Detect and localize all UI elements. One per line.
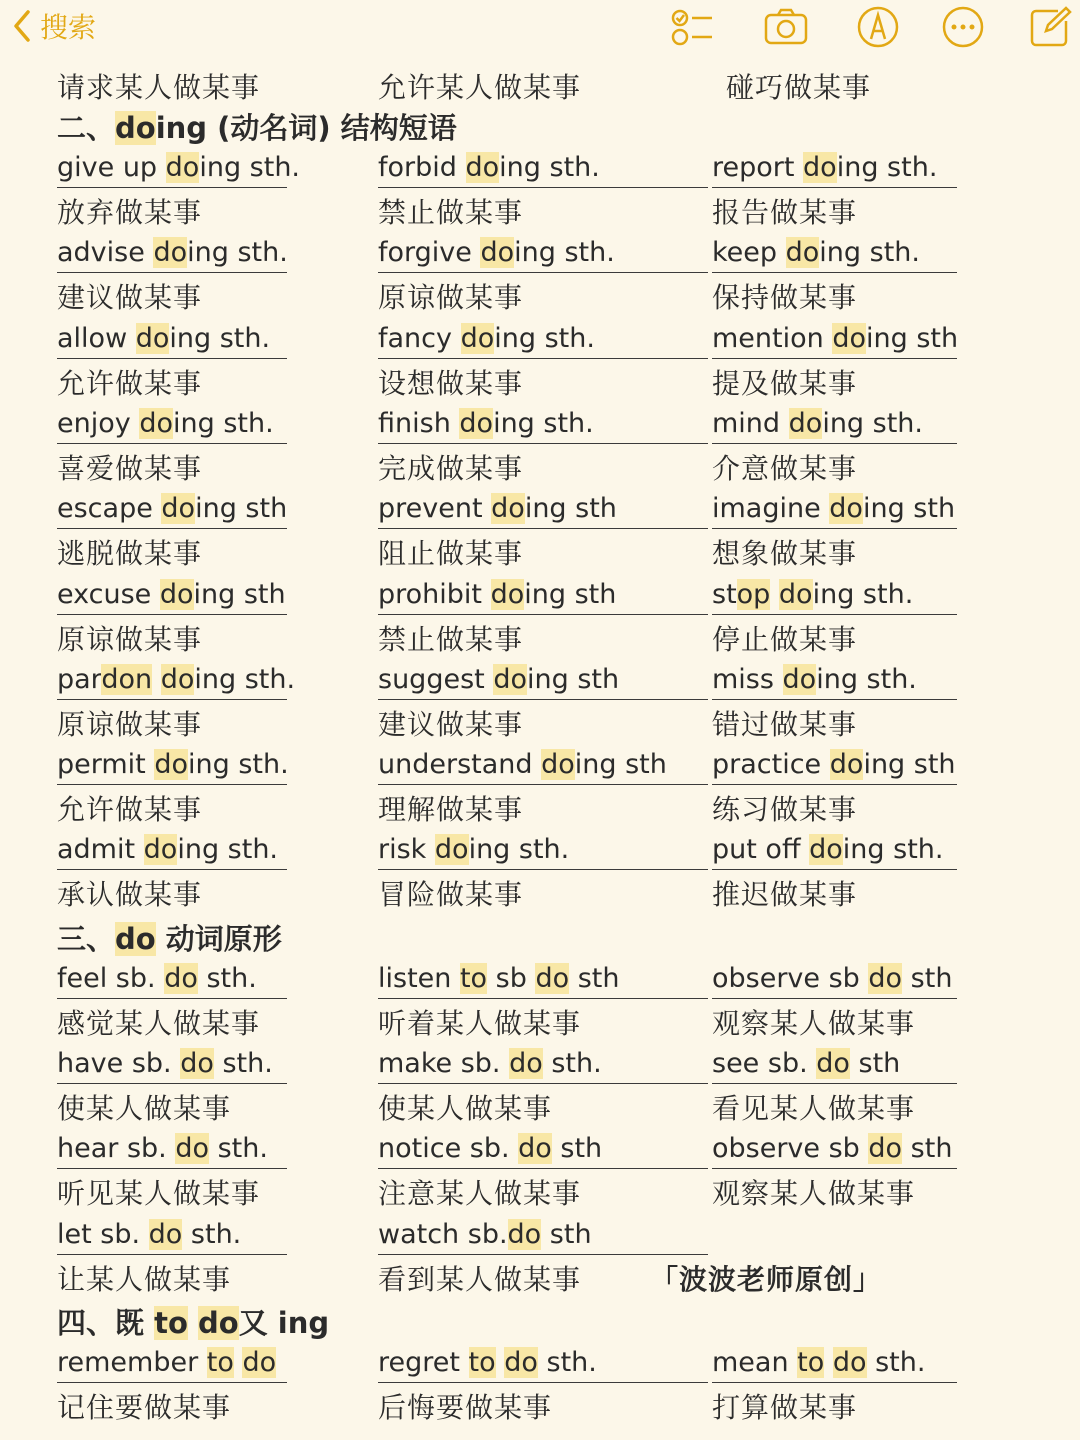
heading-text: 二、: [57, 111, 116, 145]
highlight-text: do: [816, 1048, 850, 1079]
s2-phrase-cn-3-1: 原谅做某事: [378, 281, 524, 315]
phrase-text: remember: [57, 1346, 207, 1378]
phrase-text: ing sth.: [493, 407, 594, 439]
s3-phrase-en-2-0: [57, 1045, 287, 1084]
phrase-text: ing sth: [863, 749, 956, 781]
phrase-text: permit: [57, 749, 155, 781]
s2-phrase-cn-1-1: 禁止做某事: [378, 196, 524, 229]
phrase-text: ing sth: [524, 578, 617, 610]
s3-phrase-cn-3-0: 使某人做某事: [57, 1092, 232, 1125]
s2-phrase-en-16-2: [712, 831, 957, 870]
phrase-text: regret: [378, 1346, 469, 1378]
phrase-text: ing sth.: [836, 152, 938, 183]
phrase-text: ing sth: [195, 493, 288, 525]
s3-phrase-en-2-1: [378, 1045, 708, 1084]
s2-heading: [57, 106, 457, 147]
s2-phrase-en-0-1: [378, 149, 708, 188]
highlight-text: do: [868, 1133, 903, 1165]
phrase-text: keep: [712, 237, 786, 269]
phrase-text: ing sth: [866, 322, 959, 354]
top-row-cn-1: 请求某人做某事: [57, 71, 261, 104]
camera-icon[interactable]: [764, 5, 808, 49]
phrase-text: practice: [712, 749, 830, 781]
highlight-text: do: [785, 237, 820, 269]
s2-phrase-en-10-1: [378, 576, 708, 615]
phrase-text: imagine: [712, 493, 830, 525]
phrase-text: par: [57, 663, 102, 695]
s3-phrase-en-0-2: [712, 960, 957, 999]
s4-phrase-en-0-0: [57, 1344, 287, 1383]
s3-phrase-cn-5-1: 注意某人做某事: [378, 1177, 582, 1211]
phrase-text: ing sth: [574, 749, 667, 781]
phrase-text: prevent: [378, 493, 492, 525]
highlight-text: do: [480, 237, 515, 269]
s2-phrase-en-2-0: [57, 234, 287, 273]
s2-phrase-cn-15-0: 允许做某事: [57, 793, 203, 827]
phrase-text: fancy: [378, 322, 461, 354]
s2-phrase-cn-5-0: 允许做某事: [57, 366, 203, 400]
s3-phrase-cn-1-0: 感觉某人做某事: [57, 1006, 261, 1040]
s2-phrase-cn-5-1: 设想做某事: [378, 366, 524, 400]
s2-phrase-cn-11-1: 禁止做某事: [378, 622, 524, 656]
phrase-text: ing sth.: [822, 407, 923, 439]
phrase-text: sth.: [542, 1048, 602, 1079]
s2-phrase-en-12-0: [57, 661, 296, 700]
highlight-text: do: [465, 152, 500, 183]
phrase-text: ing sth: [524, 493, 617, 525]
highlight-text: do: [148, 1218, 183, 1250]
highlight-text: do: [165, 152, 200, 183]
phrase-text: enjoy: [57, 407, 140, 439]
s2-phrase-en-6-0: [57, 405, 287, 444]
phrase-text: ing sth.: [468, 834, 570, 866]
phrase-text: ing sth.: [514, 237, 615, 269]
phrase-text: advise: [57, 237, 154, 269]
phrase-text: ing sth.: [812, 578, 914, 610]
highlight-text: do: [143, 834, 178, 866]
phrase-text: listen: [378, 962, 460, 994]
s3-phrase-cn-1-2: 观察某人做某事: [712, 1006, 916, 1040]
s3-phrase-en-6-1: [378, 1216, 708, 1255]
s2-phrase-en-10-2: [712, 576, 957, 615]
s2-phrase-cn-7-2: 介意做某事: [712, 451, 858, 485]
top-bar: [0, 0, 1080, 58]
phrase-text: sth: [849, 1048, 901, 1079]
s2-phrase-cn-9-1: 阻止做某事: [378, 537, 524, 571]
highlight-text: to: [459, 962, 488, 994]
s2-phrase-cn-3-0: 建议做某事: [57, 281, 203, 315]
phrase-text: sb: [487, 962, 536, 994]
phrase-text: understand: [378, 749, 542, 781]
s2-phrase-cn-11-0: 原谅做某事: [57, 622, 203, 656]
highlight-text: do: [180, 1048, 214, 1079]
highlight-text: do: [139, 407, 173, 439]
highlight-text: do: [788, 407, 823, 439]
markup-icon[interactable]: [856, 5, 900, 49]
phrase-text: ing sth: [862, 493, 956, 525]
highlight-text: do: [782, 663, 817, 695]
phrase-text: risk: [378, 834, 435, 866]
phrase-text: excuse: [57, 578, 160, 610]
phrase-text: prohibit: [378, 578, 491, 610]
phrase-text: notice sb.: [378, 1133, 519, 1165]
phrase-text: sth.: [182, 1218, 242, 1250]
phrase-text: feel sb.: [57, 962, 165, 994]
highlight-text: do: [491, 493, 525, 525]
heading-text: 又 ing: [238, 1305, 330, 1340]
phrase-text: finish: [378, 407, 460, 439]
s2-phrase-cn-1-0: 放弃做某事: [57, 196, 203, 229]
phrase-text: [496, 1347, 505, 1378]
highlight-text: do: [778, 578, 813, 610]
s2-phrase-cn-5-2: 提及做某事: [712, 366, 858, 400]
phrase-text: miss: [712, 663, 783, 695]
phrase-text: let sb.: [57, 1218, 149, 1250]
highlight-text: to: [797, 1346, 825, 1378]
s2-phrase-cn-7-1: 完成做某事: [378, 451, 524, 485]
phrase-text: sth: [551, 1133, 603, 1165]
s3-phrase-cn-5-2: 观察某人做某事: [712, 1177, 916, 1211]
s2-phrase-en-8-1: [378, 490, 708, 529]
heading-text: 三、: [57, 921, 116, 956]
highlight-text: op: [736, 578, 771, 610]
compose-icon[interactable]: [1028, 5, 1072, 49]
highlight-text: do: [460, 322, 495, 354]
highlight-text: do: [115, 111, 156, 145]
highlight-text: do: [832, 322, 866, 354]
highlight-text: do: [803, 152, 837, 183]
s2-phrase-cn-17-2: 推迟做某事: [712, 878, 858, 912]
phrase-text: ing sth.: [188, 749, 289, 781]
s4-phrase-en-0-2: [712, 1344, 957, 1383]
highlight-text: do: [164, 962, 198, 994]
highlight-text: do: [135, 322, 170, 354]
highlight-text: to: [154, 1305, 188, 1340]
s3-phrase-cn-3-1: 使某人做某事: [378, 1092, 553, 1125]
s4-phrase-cn-1-1: 后悔要做某事: [378, 1390, 553, 1424]
highlight-text: do: [829, 493, 863, 525]
s4-phrase-en-0-1: [378, 1344, 708, 1383]
s3-phrase-en-6-0: [57, 1216, 287, 1255]
s2-phrase-cn-11-2: 停止做某事: [712, 622, 858, 656]
s2-phrase-cn-3-2: 保持做某事: [712, 281, 858, 315]
s3-phrase-en-4-2: [712, 1130, 957, 1169]
phrase-text: ing sth.: [177, 834, 279, 866]
highlight-text: do: [507, 1218, 542, 1250]
phrase-text: sth: [902, 962, 953, 994]
s2-phrase-cn-7-0: 喜爱做某事: [57, 451, 203, 485]
phrase-text: sth.: [197, 962, 257, 994]
highlight-text: do: [434, 834, 469, 866]
more-icon[interactable]: [941, 5, 985, 49]
heading-text: 动词原形: [155, 921, 282, 956]
s2-phrase-en-6-2: [712, 405, 957, 444]
s2-phrase-en-16-1: [378, 831, 708, 870]
s2-phrase-en-4-1: [378, 320, 708, 359]
phrase-text: suggest: [378, 663, 494, 695]
phrase-text: sth.: [866, 1346, 926, 1378]
highlight-text: do: [832, 1346, 867, 1378]
s2-phrase-en-4-2: [712, 320, 957, 359]
watermark-label: 「波波老师原创」: [650, 1262, 883, 1296]
back-button[interactable]: [10, 6, 96, 46]
heading-text: ing (动名词) 结构短语: [155, 111, 457, 145]
phrase-text: [770, 579, 779, 610]
phrase-text: report: [712, 152, 804, 183]
phrase-text: admit: [57, 834, 144, 866]
s2-phrase-cn-9-2: 想象做某事: [712, 537, 858, 571]
s2-phrase-en-12-2: [712, 661, 957, 700]
s3-phrase-cn-5-0: 听见某人做某事: [57, 1177, 261, 1211]
back-label: 搜索: [40, 11, 97, 44]
s3-phrase-cn-7-0: 让某人做某事: [57, 1262, 232, 1296]
phrase-text: sth: [569, 962, 620, 994]
highlight-text: do: [518, 1133, 552, 1165]
phrase-text: ing sth: [193, 578, 286, 610]
phrase-text: [824, 1347, 833, 1378]
phrase-text: escape: [57, 493, 162, 525]
s2-phrase-cn-1-2: 报告做某事: [712, 196, 858, 229]
phrase-text: sth.: [209, 1133, 268, 1165]
highlight-text: do: [198, 1305, 239, 1340]
phrase-text: have sb.: [57, 1048, 181, 1079]
phrase-text: mind: [712, 407, 789, 439]
s3-phrase-cn-3-2: 看见某人做某事: [712, 1092, 916, 1125]
highlight-text: do: [504, 1346, 538, 1378]
s2-phrase-cn-15-2: 练习做某事: [712, 793, 858, 827]
top-row-cn-2: 允许某人做某事: [378, 71, 582, 104]
phrase-text: [152, 664, 161, 695]
phrase-text: watch sb.: [378, 1218, 508, 1250]
s2-phrase-cn-9-0: 逃脱做某事: [57, 537, 203, 571]
highlight-text: do: [115, 921, 156, 956]
phrase-text: sth.: [213, 1048, 273, 1079]
highlight-text: do: [809, 834, 843, 866]
s2-phrase-en-14-2: [712, 746, 957, 785]
highlight-text: do: [175, 1133, 209, 1165]
highlight-text: do: [161, 493, 196, 525]
s2-phrase-en-10-0: [57, 576, 287, 615]
highlight-text: do: [153, 237, 188, 269]
s3-phrase-cn-1-1: 听着某人做某事: [378, 1006, 582, 1040]
phrase-text: hear sb.: [57, 1133, 176, 1165]
s3-heading: [57, 917, 282, 958]
s2-phrase-en-16-0: [57, 831, 287, 870]
phrase-text: observe sb: [712, 962, 869, 994]
s2-phrase-en-8-2: [712, 490, 957, 529]
checklist-icon[interactable]: [670, 5, 714, 49]
highlight-text: do: [535, 962, 570, 994]
s3-phrase-en-4-1: [378, 1130, 708, 1169]
s2-phrase-en-2-1: [378, 234, 708, 273]
highlight-text: do: [154, 749, 189, 781]
s4-phrase-cn-1-0: 记住要做某事: [57, 1390, 232, 1424]
phrase-text: ing sth.: [169, 322, 271, 354]
phrase-text: sth: [902, 1133, 953, 1165]
highlight-text: don: [101, 663, 153, 695]
top-row-cn-3: 碰巧做某事: [726, 71, 872, 104]
phrase-text: mean: [712, 1346, 798, 1378]
s2-phrase-en-4-0: [57, 320, 287, 359]
highlight-text: do: [242, 1346, 277, 1378]
phrase-text: st: [712, 578, 737, 610]
s4-heading: [57, 1301, 329, 1342]
s2-phrase-cn-13-1: 建议做某事: [378, 707, 524, 741]
phrase-text: forgive: [378, 237, 481, 269]
phrase-text: make sb.: [378, 1048, 510, 1079]
highlight-text: do: [541, 749, 575, 781]
s2-phrase-en-6-1: [378, 405, 708, 444]
phrase-text: ing sth.: [819, 237, 920, 269]
phrase-text: ing sth: [526, 663, 620, 695]
phrase-text: ing sth.: [499, 152, 600, 183]
phrase-text: observe sb: [712, 1133, 869, 1165]
phrase-text: mention: [712, 322, 833, 354]
s2-phrase-cn-13-2: 错过做某事: [712, 707, 858, 741]
s2-phrase-en-0-0: [57, 149, 301, 188]
phrase-text: sth: [541, 1218, 592, 1250]
s2-phrase-en-14-1: [378, 746, 708, 785]
s2-phrase-cn-13-0: 原谅做某事: [57, 707, 203, 741]
s2-phrase-cn-17-1: 冒险做某事: [378, 878, 524, 912]
phrase-text: give up: [57, 152, 166, 183]
phrase-text: ing sth.: [494, 322, 595, 354]
phrase-text: allow: [57, 322, 136, 354]
phrase-text: ing sth.: [842, 834, 944, 866]
s2-phrase-en-0-2: [712, 149, 957, 188]
s3-phrase-en-4-0: [57, 1130, 287, 1169]
highlight-text: to: [206, 1346, 234, 1378]
s2-phrase-en-8-0: [57, 490, 287, 529]
phrase-text: put off: [712, 834, 810, 866]
phrase-text: ing sth.: [816, 663, 917, 695]
phrase-text: ing sth.: [172, 407, 274, 439]
phrase-text: see sb.: [712, 1048, 817, 1079]
highlight-text: do: [493, 663, 527, 695]
s2-phrase-cn-17-0: 承认做某事: [57, 878, 203, 912]
highlight-text: do: [159, 578, 194, 610]
s3-phrase-en-0-1: [378, 960, 708, 999]
phrase-text: ing sth.: [199, 152, 301, 183]
s2-phrase-en-2-2: [712, 234, 957, 273]
highlight-text: do: [829, 749, 864, 781]
s2-phrase-cn-15-1: 理解做某事: [378, 793, 524, 827]
s3-phrase-en-0-0: [57, 960, 287, 999]
phrase-text: ing sth.: [194, 663, 296, 695]
s4-phrase-cn-1-2: 打算做某事: [712, 1390, 858, 1424]
highlight-text: do: [160, 663, 195, 695]
chevron-left-icon: [10, 8, 34, 44]
s2-phrase-en-14-0: [57, 746, 287, 785]
highlight-text: do: [509, 1048, 543, 1079]
phrase-text: sth.: [537, 1346, 597, 1378]
highlight-text: do: [868, 962, 903, 994]
s2-phrase-en-12-1: [378, 661, 708, 700]
heading-text: [188, 1306, 198, 1340]
heading-text: 四、既: [57, 1305, 155, 1340]
highlight-text: do: [490, 578, 525, 610]
highlight-text: to: [468, 1346, 496, 1378]
phrase-text: ing sth.: [187, 237, 288, 269]
s3-phrase-cn-7-1: 看到某人做某事: [378, 1262, 582, 1296]
highlight-text: do: [459, 407, 494, 439]
phrase-text: forbid: [378, 152, 466, 183]
s3-phrase-en-2-2: [712, 1045, 957, 1084]
